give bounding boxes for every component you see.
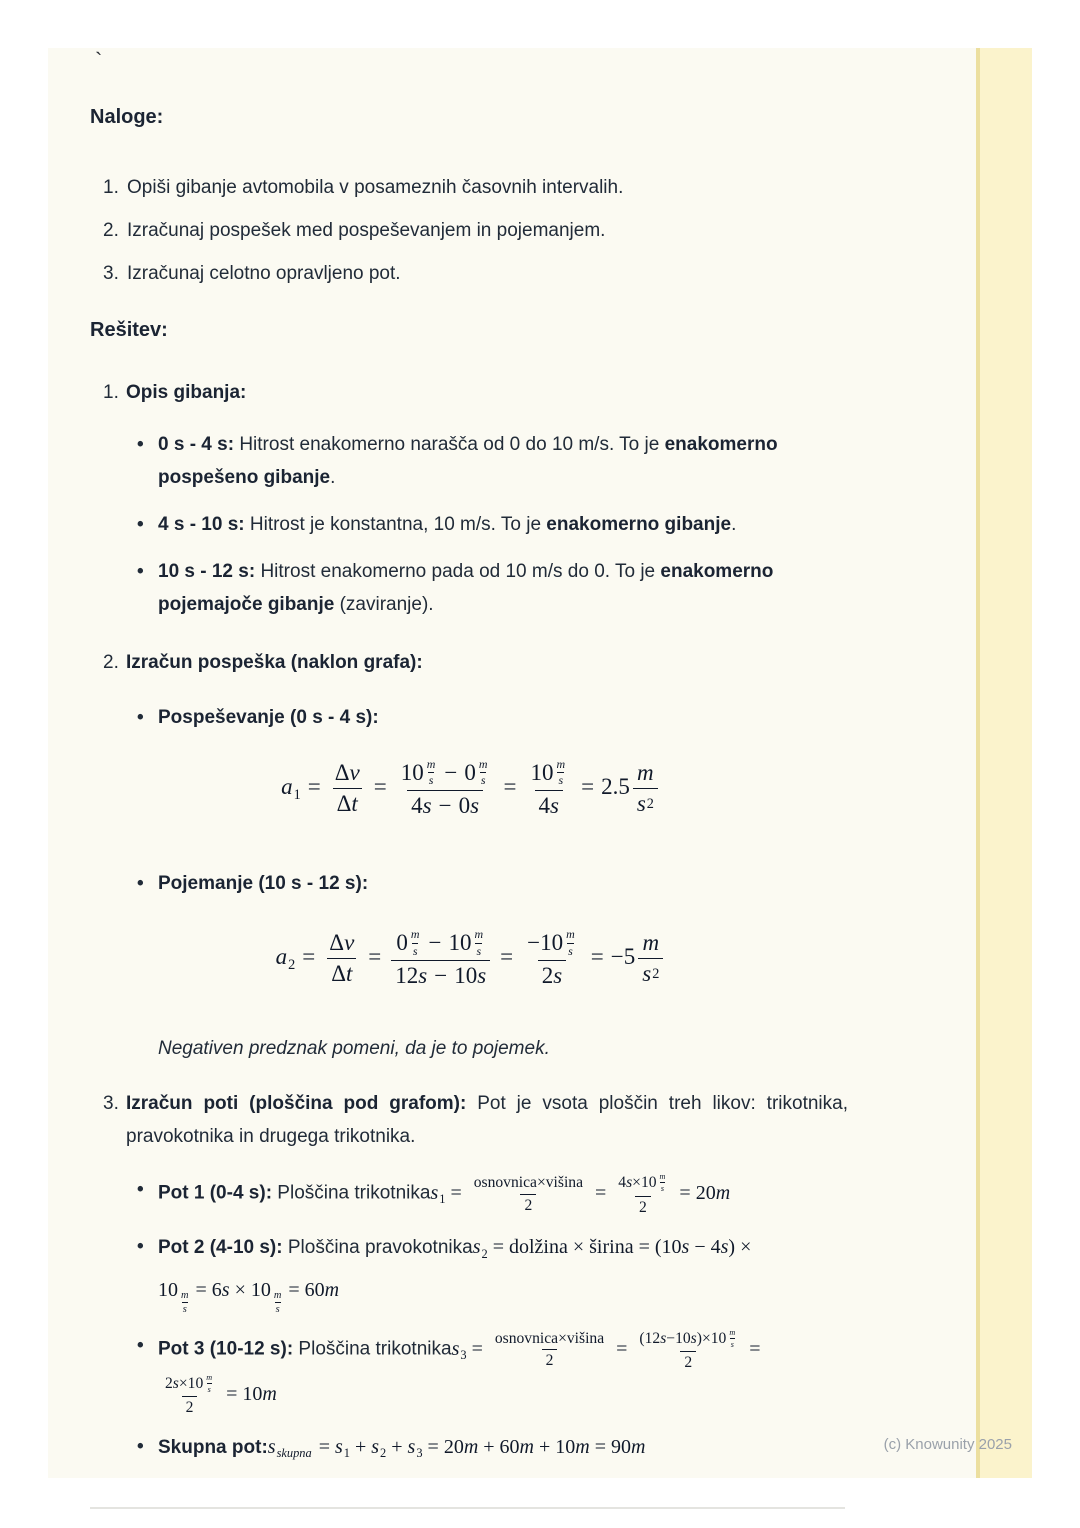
list-item — [90, 428, 852, 494]
stray-backtick: ` — [95, 48, 103, 73]
task-list — [90, 175, 852, 287]
solution-heading: Rešitev: — [90, 319, 168, 341]
tasks-heading: Naloge: — [90, 106, 164, 128]
section-izracun-poti — [90, 1087, 852, 1153]
bullet-icon: • — [137, 873, 144, 895]
document-content — [90, 104, 852, 1509]
list-item-pot2 — [90, 1229, 852, 1316]
list-item-text: 10 s - 12 s: Hitrost enakomerno pada od 10 m/s do 0. To je enakomerno pojemajoče gibanje (zaviranje). — [158, 561, 774, 615]
section-number: 2. — [103, 652, 119, 673]
list-item — [90, 701, 852, 734]
list-item-text: Skupna $pot:s_{skupna} = s_1 + s_2 + s_3 = 20m + 60m + 10m = 90m$ — [158, 1435, 646, 1461]
list-item-text: Pojemanje (10 s - 12 s): — [158, 873, 369, 895]
formula-acceleration-a1: $a_1$ = Δ v Δ t = 10 $\frac{m}{s}$ − 0 $\frac{m}{s}$ 4 s − 0 s = 10 $\frac{m}{s}$ 4 s = 2.5 m s 2 — [90, 758, 852, 819]
list-item-text: Pot 2 (4-10 s): Ploščina pravokotnikas$_2$ = dolžina × širina = (10s − 4s) × 10 $\frac{m}{s}$ = 6s × 10 $\frac{m}{s}$ = 60m — [158, 1229, 756, 1316]
copyright-watermark: (c) Knowunity 2025 — [883, 1436, 1012, 1453]
section-intro: Izračun poti (ploščina pod grafom): Pot je vsota ploščin treh likov: trikotnika, pravokotnika in drugega trikotnika. — [126, 1093, 848, 1148]
bullet-icon: • — [137, 707, 144, 728]
task-item — [90, 218, 852, 244]
yellow-highlight-stripe — [976, 48, 1032, 1478]
section-number: 3. — [103, 1093, 119, 1115]
bullet-icon: • — [137, 1334, 144, 1356]
section-number: 1. — [103, 382, 119, 403]
negative-sign-note: Negativen predznak pomeni, da je to pojemek. — [158, 1038, 550, 1060]
section-opis-gibanja — [90, 376, 852, 409]
acceleration-list — [90, 701, 852, 734]
bullet-icon: • — [137, 1236, 144, 1258]
list-item-text: Pot 3 (10-12 s): Ploščina trikotnikas$_3$ = $\frac{\text{osnovnica×višina}}{2}$ = (12 s −10 s )×10 $\frac{m}{s}$ 2 = 2 s ×10 $\frac{m}{s}$ 2 = 10m — [158, 1328, 765, 1417]
task-number: 3. — [103, 263, 119, 284]
formula-total-path: $s_{skupna} = s_1 + s_2 + s_3 = 20m + 60m + 10m = 90m$ — [267, 1435, 646, 1461]
list-item — [90, 508, 852, 541]
task-number: 1. — [103, 177, 119, 198]
bullet-icon: • — [137, 1435, 144, 1457]
section-title: Izračun pospeška (naklon grafa): — [126, 652, 423, 673]
bullet-icon: • — [137, 1179, 144, 1201]
deceleration-list — [90, 867, 852, 900]
list-item — [90, 867, 852, 900]
document-page — [48, 48, 1032, 1478]
list-item-text: Pospeševanje (0 s - 4 s): — [158, 707, 379, 728]
task-text: Opiši gibanje avtomobila v posameznih časovnih intervalih. — [127, 177, 624, 198]
list-item-pot1 — [90, 1172, 852, 1217]
formula-s2-part2: 10 $\frac{m}{s}$ = 6s × 10 $\frac{m}{s}$ = 60m — [158, 1278, 340, 1316]
list-item — [90, 555, 852, 621]
motion-description-list — [90, 428, 852, 621]
formula-s3-part1: $s_3$ = $\frac{\text{osnovnica×višina}}{2}$ = (12 s −10 s )×10 $\frac{m}{s}$ 2 = — [451, 1327, 761, 1372]
formula-deceleration-a2: $a_2$ = Δ v Δ t = 0 $\frac{m}{s}$ − 10 $\frac{m}{s}$ 12 s − 10 s = −10 $\frac{m}{s}$ 2 s = −5 m s 2 — [90, 928, 852, 989]
task-text: Izračunaj pospešek med pospeševanjem in pojemanjem. — [127, 220, 606, 241]
section-title: Opis gibanja: — [126, 382, 247, 403]
task-item — [90, 261, 852, 287]
list-item-text: Pot 1 (0-4 s): Ploščina trikotnikas$_1$ = $\frac{\text{osnovnica×višina}}{2}$ = 4 s ×10 $\frac{m}{s}$ 2 = 20m — [158, 1172, 731, 1216]
list-item-pot3 — [90, 1328, 852, 1417]
path-calculation-list — [90, 1172, 852, 1471]
formula-s2-part1: $s_2$ = dolžina × širina = (10s − 4s) × — [472, 1236, 752, 1261]
list-item-text: 4 s - 10 s: Hitrost je konstantna, 10 m/s. To je enakomerno gibanje. — [158, 514, 737, 535]
bullet-icon: • — [137, 434, 144, 455]
task-item — [90, 175, 852, 201]
bullet-icon: • — [137, 514, 144, 535]
list-item-text: 0 s - 4 s: Hitrost enakomerno narašča od 0 do 10 m/s. To je enakomerno pospešeno gibanje. — [158, 434, 778, 488]
bullet-icon: • — [137, 561, 144, 582]
formula-s1: $s_1$ = $\frac{\text{osnovnica×višina}}{2}$ = 4 s ×10 $\frac{m}{s}$ 2 = 20m — [430, 1172, 731, 1216]
task-number: 2. — [103, 220, 119, 241]
footer-divider — [90, 1507, 845, 1509]
formula-s3-part2: 2 s ×10 $\frac{m}{s}$ 2 = 10m — [165, 1372, 277, 1417]
section-izracun-pospeska — [90, 646, 852, 679]
list-item-skupna-pot — [90, 1429, 852, 1471]
task-text: Izračunaj celotno opravljeno pot. — [127, 263, 401, 284]
